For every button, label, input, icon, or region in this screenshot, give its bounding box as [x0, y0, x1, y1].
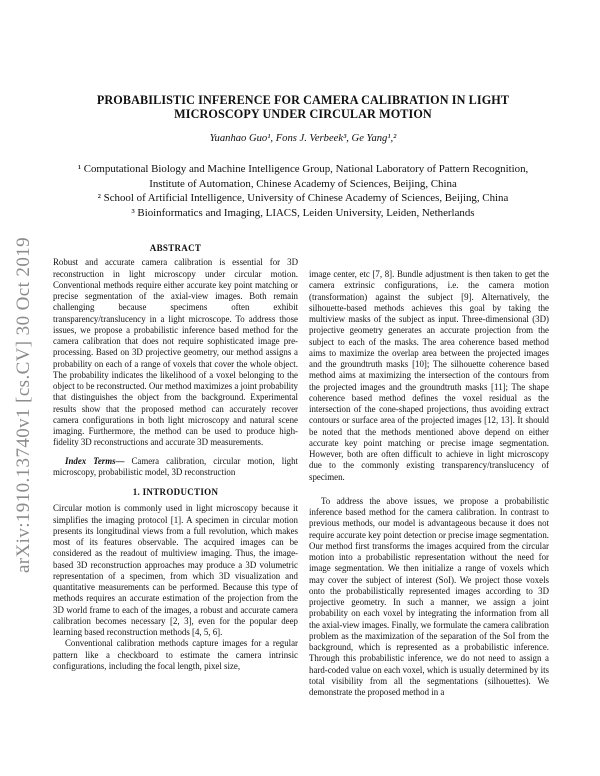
arxiv-side-stamp [8, 170, 40, 640]
left-column [53, 243, 298, 672]
right-paragraph-2: To address the above issues, we propose a probabilistic inference based method for the camera calibration. In contrast to previous methods, our model is advantageous because it does not require accurate key point detection or precise image segmentation. Our method first transforms the images acquired from the circular motion into a probabilistic representation without the need for image segmentation. We then initialize a range of voxels which may cover the subject of interest (SoI). We project those voxels onto the probabilistically represented images according to 3D projective geometry. In such a manner, we assign a joint probability on each voxel by integrating the information from all the axial-view images. Finally, we formulate the camera calibration problem as the maximization of the separation of the SoI from the background, which is represented as a probabilistic inference. Through this probabilistic inference, we do not need to assign a hard-coded value on each voxel, which is usually determined by its total visibility from all the segmentations (silhouettes). We demonstrate the proposed method in a [309, 495, 549, 697]
affiliation-line: Institute of Automation, Chinese Academy of Sciences, Beijing, China [149, 177, 457, 190]
intro-paragraph-2: Conventional calibration methods capture images for a regular pattern like a checkboard to estimate the camera intrinsic configurations, including the focal length, pixel size, [53, 638, 298, 671]
right-column [309, 269, 549, 698]
index-terms-text: Camera calibration, circular motion, light microscopy, probabilistic model, 3D reconstruction [53, 455, 299, 477]
intro-paragraph-1: Circular motion is commonly used in light microscopy because it simplifies the imaging protocol [1]. A specimen in circular motion presents its longitudinal views from a full revolution, which makes most of its features observable. The acquired images can be considered as the readout of multiview imaging. Thus, the image-based 3D reconstruction approaches may produce a 3D volumetric representation of a specimen, from which 3D visualization and quantitative measurements can be performed. Because this type of methods requires an accurate estimation of the projection from the 3D world frame to each of the images, a robust and accurate camera calibration becomes necessary [2, 3], even for the popular deep learning based reconstruction methods [4, 5, 6]. [53, 503, 298, 637]
paper-authors: Yuanhao Guo¹, Fons J. Verbeek³, Ge Yang¹,² [209, 133, 397, 144]
arxiv-id-text: arXiv:1910.13740v1 [cs.CV] 30 Oct 2019 [13, 236, 34, 574]
introduction-heading: 1. INTRODUCTION [132, 487, 219, 497]
abstract-text: Robust and accurate camera calibration is essential for 3D reconstruction in light microscopy under circular motion. Conventional methods require either accurate key point matching or precise segmentation of the axial-view images. Both remain challenging because specimens often exhibit transparency/translucency in a light microscope. To address those issues, we propose a probabilistic inference based method for the camera calibration that does not require sophisticated image pre-processing. Based on 3D projective geometry, our method assigns a probability on each of a range of voxels that cover the whole object. The probability indicates the likelihood of a voxel belonging to the object to be reconstructed. Our method maximizes a joint probability that distinguishes the object from the background. Experimental results show that the proposed method can accurately recover camera configurations in both light microscopy and natural scene imaging. Furthermore, the method can be used to produce high-fidelity 3D reconstructions and accurate 3D measurements. [53, 257, 298, 448]
affiliation-line: ¹ Computational Biology and Machine Intelligence Group, National Laboratory of Pattern Recognition, [77, 163, 529, 175]
right-paragraph-1: image center, etc [7, 8]. Bundle adjustment is then taken to get the camera extrinsic configurations, i.e. the camera motion (transformation) against the subject [9]. Alternatively, the silhouette-based methods achieves this goal by taking the multiview masks of the subject as input. Three-dimensional (3D) projective geometry generates an accurate projection from the subject to each of the masks. The area coherence based method aims to maximize the overlap area between the projected images and the groundtruth masks [10]; The silhouette coherence based method aims at maximizing the intersection of the contours from the projected images and the groundtruth masks [11]; The shape coherence based method defines the voxel residual as the intersection of the cone-shaped projections, thus avoiding extract contours or surface area of the projected images [12, 13]. It should be noted that the methods mentioned above depend on either accurate key point matching or precise image segmentation. However, both are often difficult to achieve in light microscopy due to the commonly existing transparency/translucency of specimen. [309, 269, 549, 482]
affiliations-block [60, 162, 546, 220]
affiliation-line: ² School of Artificial Intelligence, University of Chinese Academy of Sciences, Beijing, China [97, 192, 509, 204]
paper-title: PROBABILISTIC INFERENCE FOR CAMERA CALIBRATION IN LIGHT MICROSCOPY UNDER CIRCULAR MOTION [96, 93, 510, 121]
affiliation-line: ³ Bioinformatics and Imaging, LIACS, Leiden University, Leiden, Netherlands [131, 206, 475, 219]
index-terms [53, 456, 298, 479]
abstract-heading: ABSTRACT [149, 243, 202, 253]
index-terms-label: Index Terms— [65, 455, 125, 466]
